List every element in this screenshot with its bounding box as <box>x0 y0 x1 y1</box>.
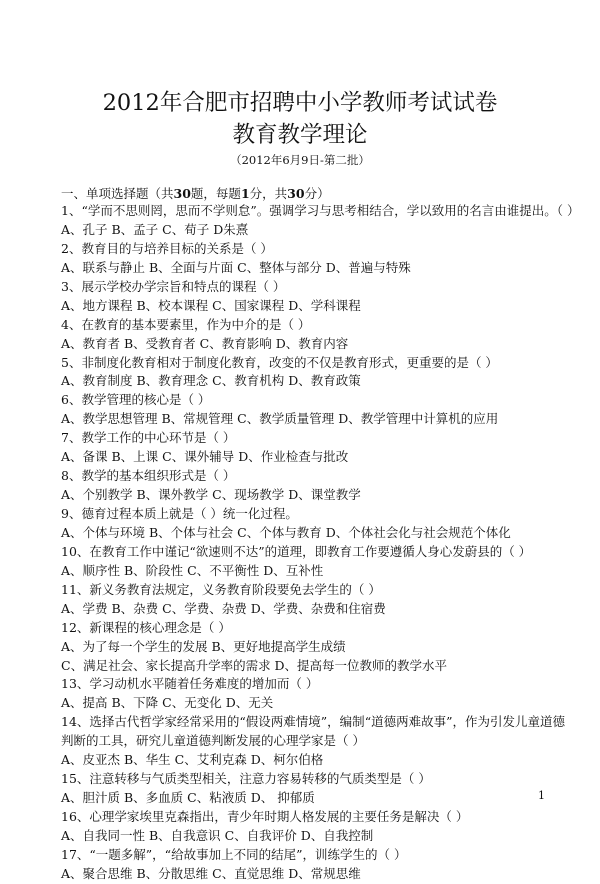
exam-header <box>0 88 600 168</box>
exam-subtitle: 教育教学理论 <box>232 122 368 148</box>
question-text: 10、在教育工作中谨记“欲速则不达”的道理，即教育工作要遵循人身心发蔚县的（ ） <box>61 543 532 559</box>
question-text: 13、学习动机水平随着任务难度的增加而（ ） <box>61 676 319 692</box>
question-item <box>61 505 551 543</box>
question-options: A、个别教学 B、课外教学 C、现场教学 D、课堂教学 <box>61 487 361 503</box>
question-item <box>61 391 551 429</box>
exam-title: 2012年合肥市招聘中小学教师考试试卷 <box>102 90 498 116</box>
question-text: A、为了每一个学生的发展 B、更好地提高学生成绩 <box>61 638 346 654</box>
question-count: 30 <box>173 186 191 201</box>
question-text: 8、教学的基本组织形式是（ ） <box>61 468 236 484</box>
question-text: 3、展示学校办学宗旨和特点的课程（ ） <box>61 278 286 294</box>
question-options: A、自我同一性 B、自我意识 C、自我评价 D、自我控制 <box>61 827 374 843</box>
question-options: A、个体与环境 B、个体与社会 C、个体与教育 D、个体社会化与社会规范个体化 <box>61 524 511 540</box>
question-options: A、地方课程 B、校本课程 C、国家课程 D、学科课程 <box>61 297 361 313</box>
question-item <box>61 467 551 505</box>
question-item <box>61 619 551 676</box>
question-text: 16、心理学家埃里克森指出，青少年时期人格发展的主要任务是解决（ ） <box>61 809 469 824</box>
question-text: 14、选择古代哲学家经常采用的“假设两难情境”，编制“道德两难故事”，作为引发儿童道德 <box>61 714 565 730</box>
question-options: C、满足社会、家长提高升学率的需求 D、提高每一位教师的教学水平 <box>61 657 448 673</box>
question-item <box>61 354 551 392</box>
question-item <box>61 581 551 619</box>
score-per-question: 1 <box>240 186 250 201</box>
question-options: A、学费 B、杂费 C、学费、杂费 D、学费、杂费和住宿费 <box>61 600 386 616</box>
question-options: A、联系与静止 B、全面与片面 C、整体与部分 D、普遍与特殊 <box>61 259 411 275</box>
section-suffix: 分） <box>304 186 330 201</box>
question-text: 2、教育目的与培养目标的关系是（ ） <box>61 240 273 256</box>
question-text: 判断的工具，研究儿童道德判断发展的心理学家是（ ） <box>61 733 365 749</box>
question-options: A、皮亚杰 B、华生 C、艾利克森 D、柯尔伯格 <box>61 752 324 768</box>
question-text: 9、德育过程本质上就是（ ）统一化过程。 <box>61 506 298 521</box>
question-options: A、提高 B、下降 C、无变化 D、无关 <box>61 695 274 711</box>
question-item <box>61 675 551 713</box>
question-item <box>61 316 551 354</box>
question-item <box>61 846 551 884</box>
total-score: 30 <box>287 186 305 201</box>
question-text: 1、“学而不思则罔，思而不学则怠”。强调学习与思考相结合，学以致用的名言由谁提出。（ ） <box>61 203 580 218</box>
question-options: A、聚合思维 B、分散思维 C、直觉思维 D、常规思维 <box>61 865 361 881</box>
question-options: A、教学思想管理 B、常规管理 C、教学质量管理 D、教学管理中计算机的应用 <box>61 411 499 427</box>
question-text: 4、在教育的基本要素里，作为中介的是（ ） <box>61 316 311 332</box>
question-text: 17、“一题多解”，“给故事加上不同的结尾”，训练学生的（ ） <box>61 846 407 862</box>
question-text: 12、新课程的核心理念是（ ） <box>61 619 231 635</box>
question-options: A、孔子 B、孟子 C、荀子 D朱熹 <box>61 221 249 237</box>
question-options: A、备课 B、上课 C、课外辅导 D、作业检查与批改 <box>61 449 349 465</box>
question-text: 5、非制度化教育相对于制度化教育，改变的不仅是教育形式，更重要的是（ ） <box>61 354 498 370</box>
question-list <box>61 202 580 884</box>
question-item <box>61 770 551 808</box>
question-item <box>61 429 551 467</box>
page-number: 1 <box>538 789 545 802</box>
question-item <box>61 713 565 770</box>
section-heading <box>61 185 541 202</box>
question-text: 6、教学管理的核心是（ ） <box>61 392 211 408</box>
question-options: A、顺序性 B、阶段性 C、不平衡性 D、互补性 <box>61 562 324 578</box>
section-middle-2: 分，共 <box>249 186 288 201</box>
question-item <box>61 808 551 846</box>
question-text: 15、注意转移与气质类型相关，注意力容易转移的气质类型是（ ） <box>61 771 431 787</box>
question-options: A、胆汁质 B、多血质 C、粘液质 D、 抑郁质 <box>61 790 315 806</box>
question-options: A、教育制度 B、教育理念 C、教育机构 D、教育政策 <box>61 373 361 389</box>
question-options: A、教育者 B、受教育者 C、教育影响 D、教育内容 <box>61 335 349 351</box>
question-text: 7、教学工作的中心环节是（ ） <box>61 430 236 446</box>
section-prefix: 一、单项选择题（共 <box>61 186 174 201</box>
question-item <box>61 278 551 316</box>
question-text: 11、新义务教育法规定，义务教育阶段要免去学生的（ ） <box>61 581 381 597</box>
section-middle-1: 题，每题 <box>190 186 241 201</box>
exam-date: （2012年6月9日-第二批） <box>230 153 370 167</box>
question-item <box>61 543 551 581</box>
question-item <box>61 240 551 278</box>
question-item <box>61 202 580 240</box>
